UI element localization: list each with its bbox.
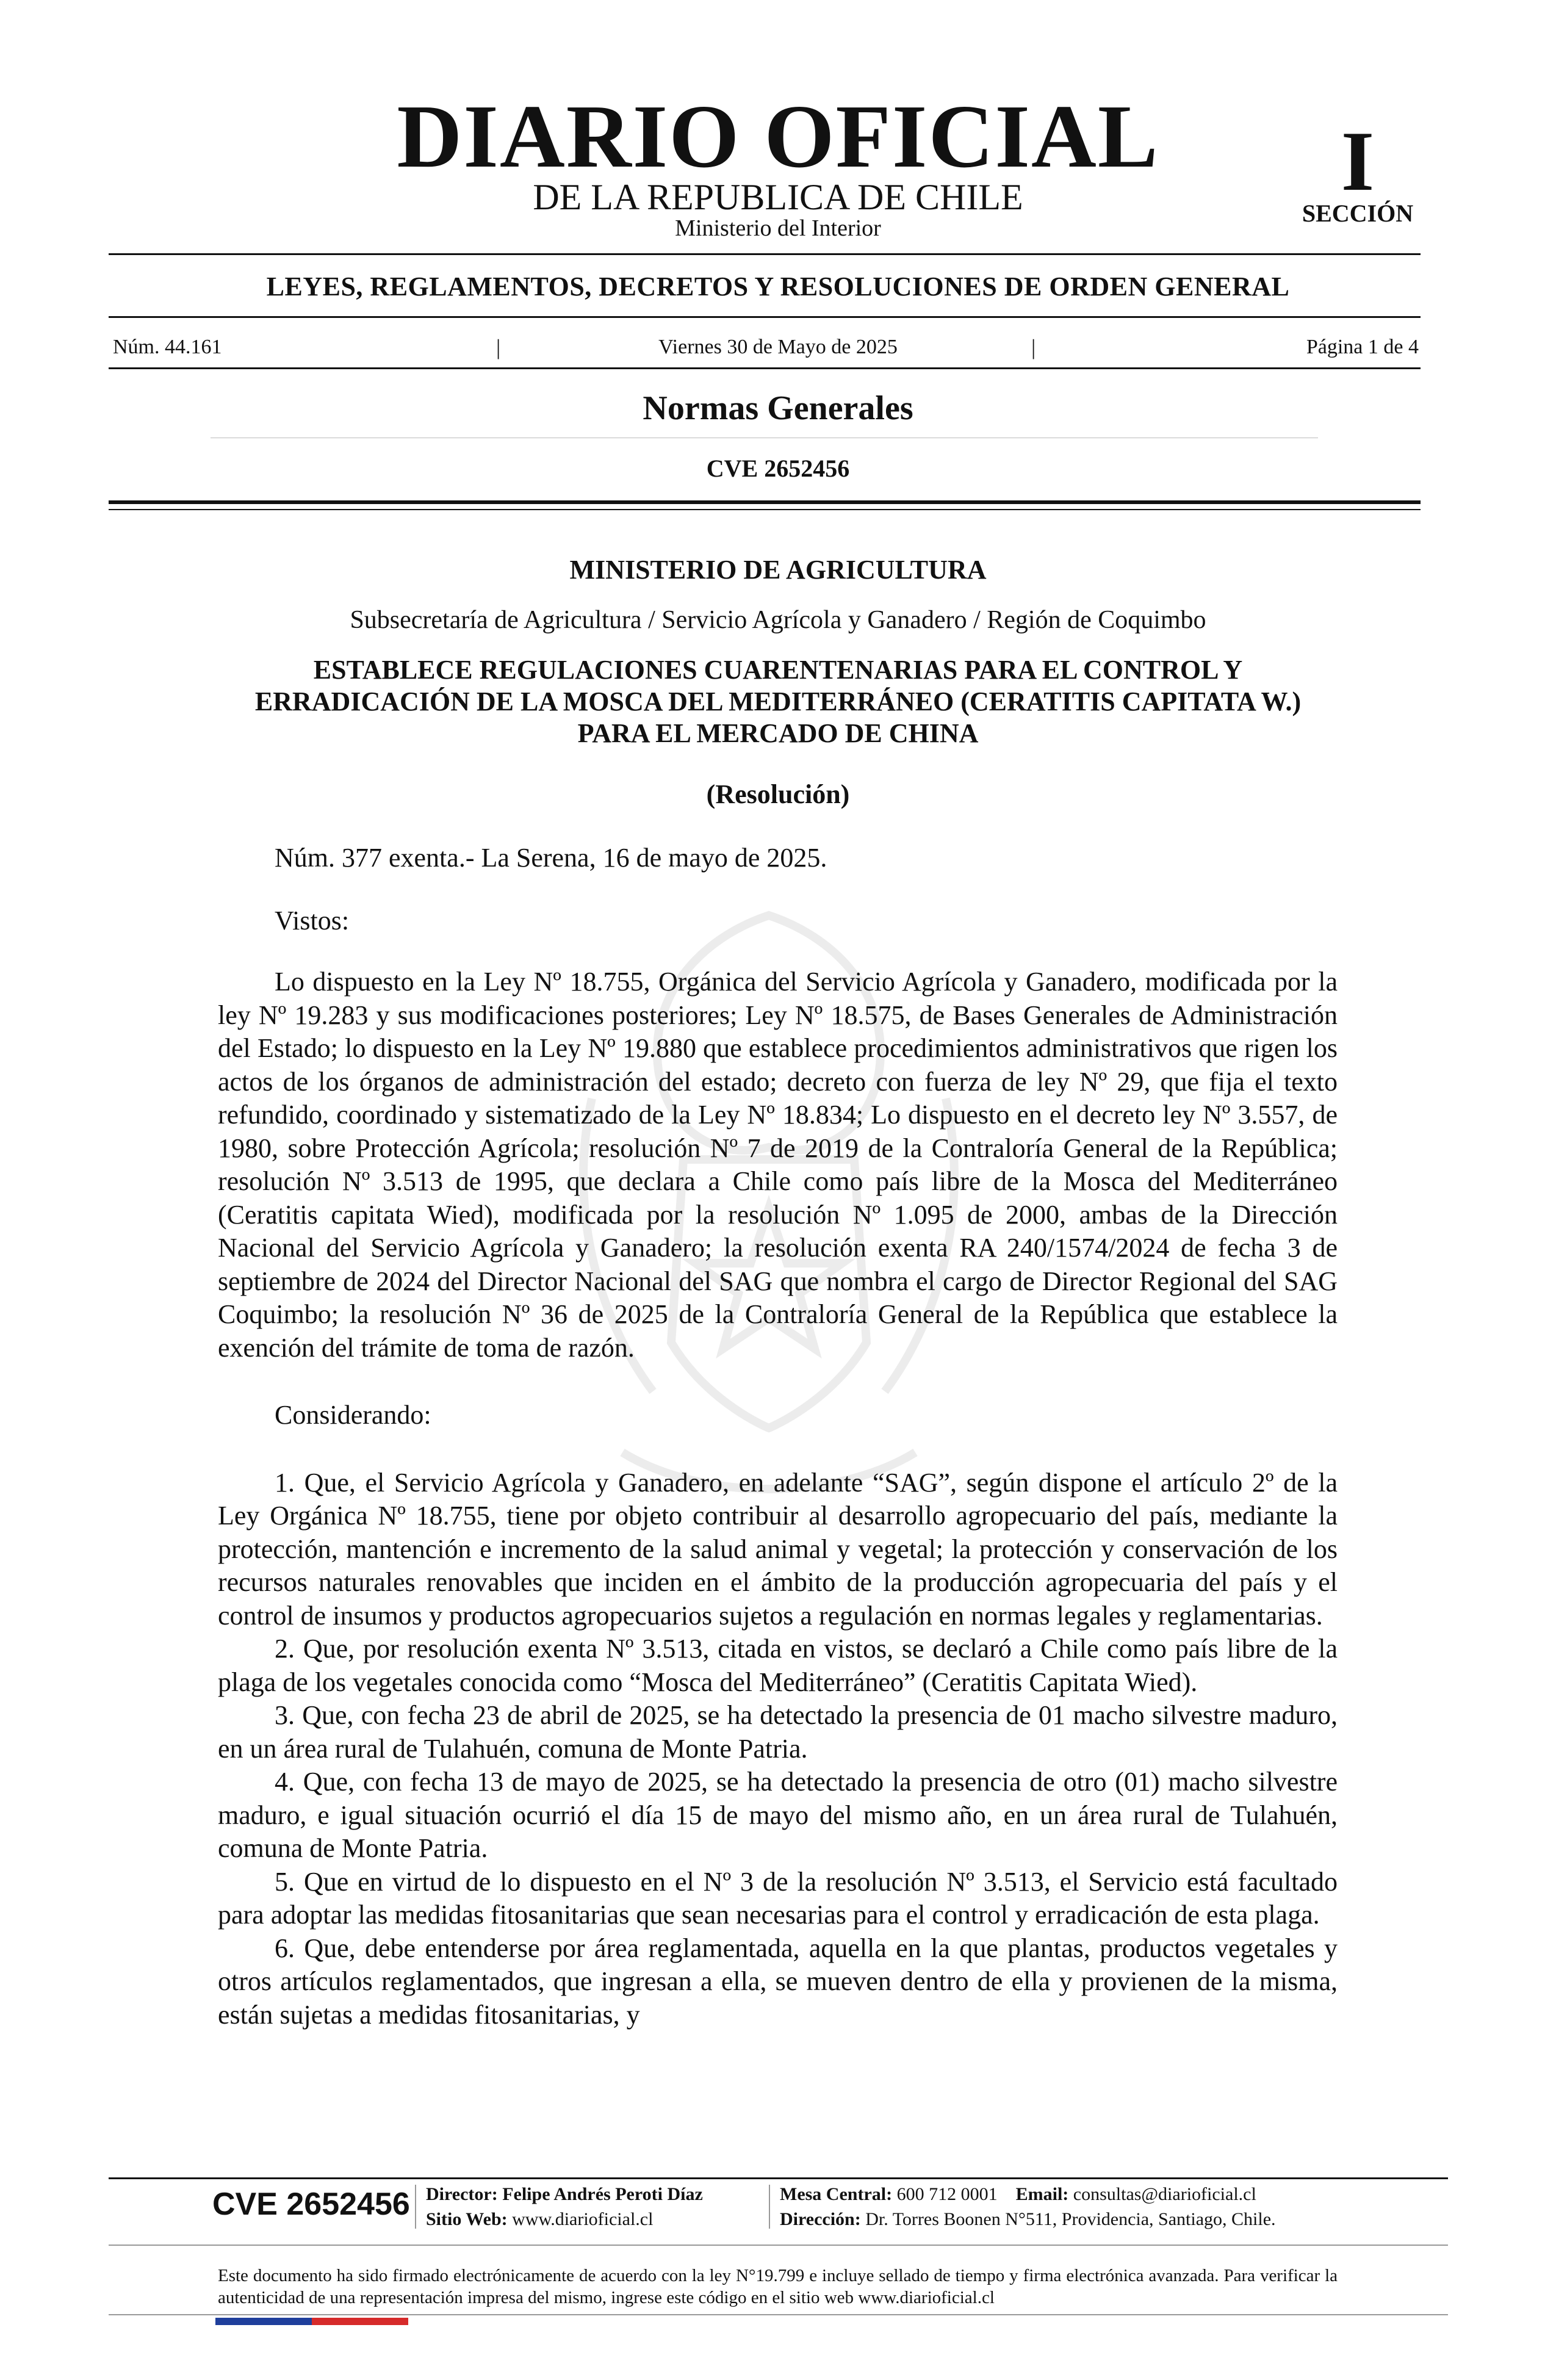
footer-website: Sitio Web: www.diarioficial.cl <box>426 2209 654 2229</box>
header-rule-category <box>109 316 1421 318</box>
masthead-ministry: Ministerio del Interior <box>675 215 881 241</box>
considerando-item: 1. Que, el Servicio Agrícola y Ganadero, en adelante “SAG”, según dispone el artículo 2º de la Ley Orgánica Nº 18.755, tiene por objeto contribuir al desarrollo agropecuario del país, mediante la protección, mantención e incremento de la salud animal y vegetal; la protección y conservación de los recursos naturales renovables que inciden en el ámbito de la producción agropecuaria del país y el control de insumos y productos agropecuarios sujetos a regulación en normas legales y reglamentarias. <box>218 1467 1338 1631</box>
considerando-heading: Considerando: <box>275 1400 431 1430</box>
footer-signature-note: Este documento ha sido firmado electrónicamente de acuerdo con la ley N°19.799 e incluye sellado de tiempo y firma electrónica avanzada. Para verificar la autenticidad de una representación impresa del mismo, ingrese este código en el sitio web www.diarioficial.cl <box>218 2266 1338 2307</box>
section-numeral: I <box>1341 114 1375 209</box>
header-rule-top <box>109 253 1421 255</box>
header-rule-info <box>109 367 1421 369</box>
masthead-title: DIARIO OFICIAL <box>397 87 1159 187</box>
director-name: Felipe Andrés Peroti Díaz <box>502 2184 703 2204</box>
footer-rule-bottom <box>109 2314 1448 2315</box>
footer-rule-top <box>109 2177 1448 2179</box>
considerando-item: 5. Que en virtud de lo dispuesto en el Nº 3 de la resolución Nº 3.513, el Servicio está facultado para adoptar las medidas fitosanitarias que sean necesarias para el control y erradicación de esta plaga. <box>218 1866 1338 1930</box>
cve-heading: CVE 2652456 <box>706 455 850 482</box>
issue-date: Viernes 30 de Mayo de 2025 <box>658 336 898 358</box>
flag-stripe-red <box>312 2318 408 2325</box>
considerando-item: 6. Que, debe entenderse por área reglamentada, aquella en la que plantas, productos vegetales y otros artículos reglamentados, que ingresan a ella, se mueven dentro de ella y provienen de la misma, están sujetas a medidas fitosanitarias, y <box>218 1933 1338 2030</box>
page-info: Página 1 de 4 <box>1306 336 1419 358</box>
info-separator-left: | <box>496 335 501 359</box>
masthead-subtitle: DE LA REPUBLICA DE CHILE <box>533 177 1023 217</box>
footer-director: Director: Felipe Andrés Peroti Díaz <box>426 2184 703 2204</box>
considerando-item: 3. Que, con fecha 23 de abril de 2025, se ha detectado la presencia de 01 macho silvestre maduro, en un área rural de Tulahuén, comuna de Monte Patria. <box>218 1700 1338 1764</box>
footer-contact: Mesa Central: 600 712 0001 Email: consultas@diarioficial.cl <box>780 2184 1256 2204</box>
footer-rule-middle <box>109 2245 1448 2246</box>
header-rule-thin <box>109 509 1421 510</box>
footer-divider-left <box>415 2185 416 2229</box>
website-link[interactable]: www.diarioficial.cl <box>512 2209 654 2229</box>
footer-address: Dirección: Dr. Torres Boonen N°511, Providencia, Santiago, Chile. <box>780 2209 1276 2229</box>
issue-number: Núm. 44.161 <box>113 336 222 358</box>
considerando-item: 4. Que, con fecha 13 de mayo de 2025, se ha detectado la presencia de otro (01) macho silvestre maduro, e igual situación ocurrió el día 15 de mayo del mismo año, en un área rural de Tulahuén, comuna de Monte Patria. <box>218 1767 1338 1863</box>
header-rule-thick <box>109 500 1421 504</box>
issuing-office: Subsecretaría de Agricultura / Servicio Agrícola y Ganadero / Región de Coquimbo <box>350 606 1206 634</box>
resolution-type: (Resolución) <box>706 779 850 809</box>
normas-heading: Normas Generales <box>643 389 913 427</box>
footer-divider-right <box>769 2185 770 2229</box>
email-link[interactable]: consultas@diarioficial.cl <box>1073 2184 1256 2204</box>
flag-stripe-blue <box>215 2318 312 2325</box>
resolution-title: ESTABLECE REGULACIONES CUARENTENARIAS PARA EL CONTROL Y ERRADICACIÓN DE LA MOSCA DEL MEDITERRÁNEO (CERATITIS CAPITATA W.) PARA EL MERCADO DE CHINA <box>254 655 1302 748</box>
issuing-ministry: MINISTERIO DE AGRICULTURA <box>569 555 987 585</box>
category-heading: LEYES, REGLAMENTOS, DECRETOS Y RESOLUCIONES DE ORDEN GENERAL <box>266 272 1290 301</box>
body-text <box>218 965 1338 2032</box>
info-separator-right: | <box>1031 335 1036 359</box>
vistos-heading: Vistos: <box>275 906 350 936</box>
footer-cve: CVE 2652456 <box>212 2187 410 2222</box>
section-label: SECCIÓN <box>1302 200 1414 227</box>
considerando-item: 2. Que, por resolución exenta Nº 3.513, citada en vistos, se declaró a Chile como país libre de la plaga de los vegetales conocida como “Mosca del Mediterráneo” (Ceratitis Capitata Wied). <box>218 1634 1338 1697</box>
resolution-number-line: Núm. 377 exenta.- La Serena, 16 de mayo de 2025. <box>275 843 827 873</box>
vistos-paragraph: Lo dispuesto en la Ley Nº 18.755, Orgánica del Servicio Agrícola y Ganadero, modificada por la ley Nº 19.283 y sus modificaciones posteriores; Ley Nº 18.575, de Bases Generales de Administración del Estado; lo dispuesto en la Ley Nº 19.880 que establece procedimientos administrativos que rigen los actos de los órganos de administración del estado; decreto con fuerza de ley Nº 29, que fija el texto refundido, coordinado y sistematizado de la Ley Nº 18.834; Lo dispuesto en el decreto ley Nº 3.557, de 1980, sobre Protección Agrícola; resolución Nº 7 de 2019 de la Contraloría General de la República; resolución Nº 3.513 de 1995, que declara a Chile como país libre de la Mosca del Mediterráneo (Ceratitis capitata Wied), modificada por la resolución Nº 1.095 de 2000, ambas de la Dirección Nacional del Servicio Agrícola y Ganadero; la resolución exenta RA 240/1574/2024 de fecha 3 de septiembre de 2024 del Director Nacional del SAG que nombra el cargo de Director Regional del SAG Coquimbo; la resolución Nº 36 de 2025 de la Contraloría General de la República que establece la exención del trámite de toma de razón. <box>218 967 1338 1363</box>
